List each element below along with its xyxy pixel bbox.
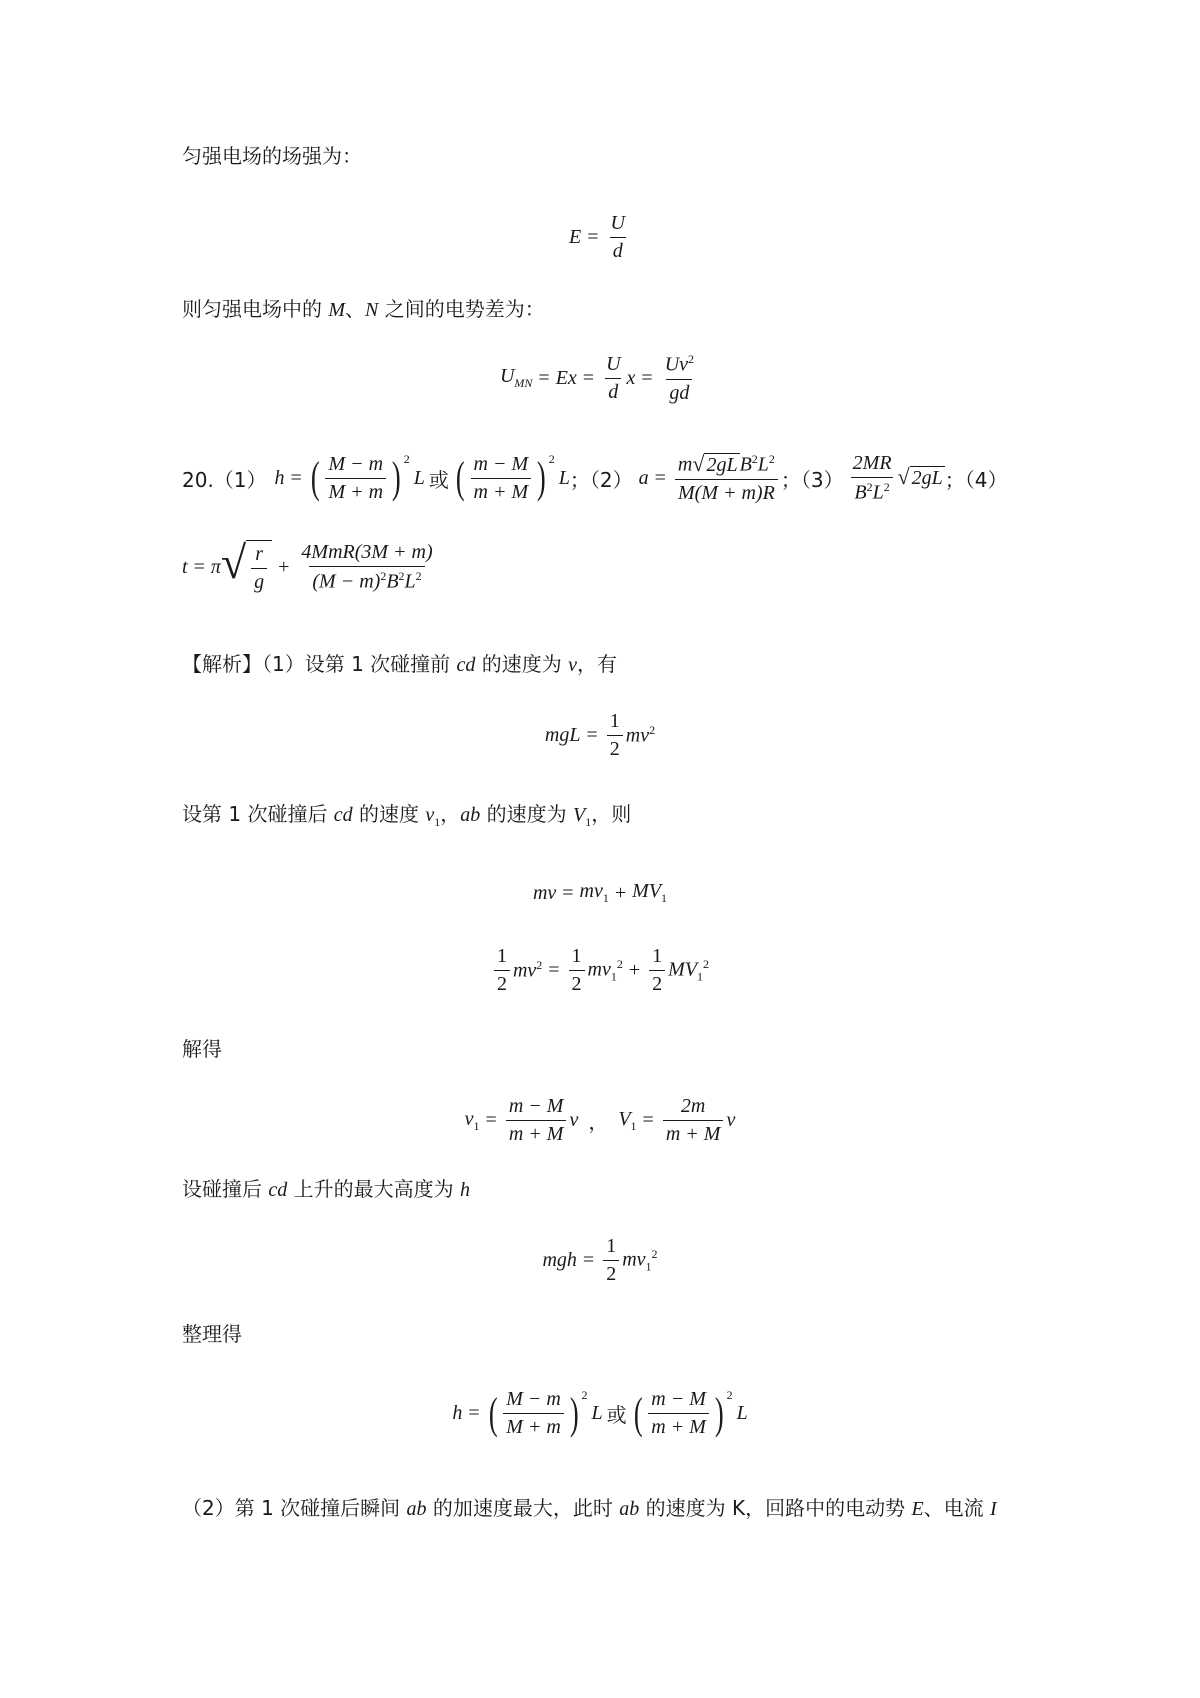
analysis-part2-intro: （2）第 1 次碰撞后瞬间 ab 的加速度最大，此时 ab 的速度为 K，回路中的电动势 E、电流 I bbox=[182, 1496, 997, 1520]
text-field-strength: 匀强电场的场强为： bbox=[182, 144, 362, 168]
equation-velocities: $v_1$ = $\frac{m - M}{m + M}$ v ， $V_1$ = $\frac{2m}{m + M}$ v bbox=[464, 1095, 736, 1145]
paragraph-max-height: 设碰撞后 cd 上升的最大高度为 h bbox=[182, 1177, 470, 1201]
paragraph-field-strength bbox=[182, 142, 1200, 170]
equation-height: mgh = $\frac{1}{2}$ $mv_1^2$ bbox=[542, 1235, 658, 1285]
paragraph-after-collision: 设第 1 次碰撞后 cd 的速度 $v_1$，ab 的速度为 $V_1$，则 bbox=[182, 802, 632, 829]
analysis-part1-intro: 【解析】（1）设第 1 次碰撞前 cd 的速度为 v，有 bbox=[182, 652, 618, 676]
equation-h-result: h = ( $\frac{M - m}{M + m}$ ) $^2$ L 或 ( $\frac{m - M}{m + M}$ ) $^2$ L bbox=[452, 1388, 748, 1438]
equation-kinetic: $\frac{1}{2}$ $mv^2$ = $\frac{1}{2}$ $mv_1^2$ + $\frac{1}{2}$ $MV_1^2$ bbox=[0, 945, 1200, 996]
paragraph-solve: 解得 bbox=[182, 1037, 222, 1061]
equation-u-mn: $U_{MN}$ = Ex = $\frac{U}{d}$ x = $\frac{Uv^2}{gd}$ bbox=[499, 352, 695, 404]
equation-e-u-d: E = $\frac{U}{d}$ bbox=[569, 212, 625, 262]
equation-energy: mgL = $\frac{1}{2}$ $mv^2$ bbox=[544, 710, 656, 760]
question-number-20: 20.（1） bbox=[182, 467, 267, 492]
paragraph-potential-difference: 则匀强电场中的 M、N 之间的电势差为： bbox=[182, 297, 545, 321]
answer-20-part4: t = π √ $\frac{r}{g}$ + $\frac{\text{4MmR(3M + m)}}{(M - m)^2B^2L^2}$ bbox=[182, 537, 433, 593]
paragraph-rearrange: 整理得 bbox=[182, 1322, 242, 1346]
equation-momentum: mv = $mv_1$ + $MV_1$ bbox=[532, 880, 668, 905]
answer-20-line: 20.（1） h = ( $\frac{M - m}{M + m}$ ) $^2$ L 或 ( $\frac{m - M}{m + M}$ ) $^2$ L ；（2） a = m √ 2gL $B^2L^2$ M(M + m)R ；（3） $\frac{2MR}{B^2L^2}$ √ 2gL ；（4） bbox=[182, 450, 1008, 504]
